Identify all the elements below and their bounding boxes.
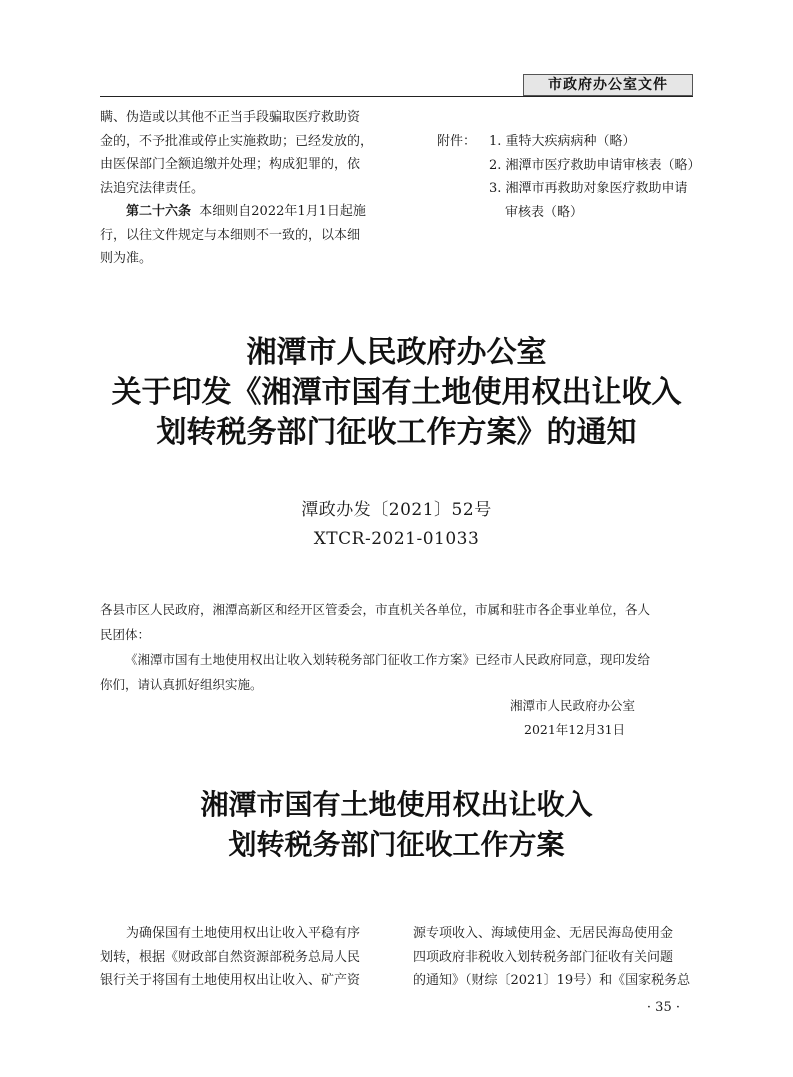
bottom-left-line-1: 为确保国有土地使用权出让收入平稳有序 xyxy=(126,926,361,941)
attachment-item-3: 3. 湘潭市再救助对象医疗救助申请 xyxy=(489,181,688,196)
notice-body xyxy=(100,597,694,697)
doc-code: XTCR-2021-01033 xyxy=(313,529,480,549)
notice-body-line-1: 《湘潭市国有土地使用权出让收入划转税务部门征收工作方案》已经市人民政府同意，现印发给 xyxy=(125,652,651,667)
plan-title-line-2: 划转税务部门征收工作方案 xyxy=(228,828,565,861)
section-header-tag: 市政府办公室文件 xyxy=(523,74,693,96)
left-top-line-1: 瞒、伪造或以其他不正当手段骗取医疗救助资 xyxy=(100,110,361,125)
signature-date: 2021年12月31日 xyxy=(524,722,626,737)
notice-title-line-1: 湘潭市人民政府办公室 xyxy=(246,335,547,370)
article-26-text-1: 本细则自2022年1月1日起施 xyxy=(199,204,366,219)
left-top-line-2: 金的，不予批准或停止实施救助；已经发放的， xyxy=(100,133,374,149)
plan-title-line-1: 湘潭市国有土地使用权出让收入 xyxy=(200,788,593,821)
left-top-line-3: 由医保部门全额追缴并处理；构成犯罪的，依 xyxy=(100,157,361,172)
bottom-right-line-3: 的通知》（财综〔2021〕19号）和《国家税务总 xyxy=(413,973,691,988)
doc-number: 潭政办发〔2021〕52号 xyxy=(301,500,492,520)
left-column-top xyxy=(100,106,393,271)
header-rule xyxy=(100,96,693,97)
attachments-label: 附件： xyxy=(437,134,477,149)
notice-title-line-2: 关于印发《湘潭市国有土地使用权出让收入 xyxy=(111,375,682,410)
page-number: · 35 · xyxy=(646,1000,680,1015)
article-26-label: 第二十六条 xyxy=(126,204,192,219)
bottom-left-line-2: 划转，根据《财政部自然资源部税务总局人民 xyxy=(100,949,361,965)
bottom-left-column xyxy=(100,922,393,993)
notice-title-line-3: 划转税务部门征收工作方案》的通知 xyxy=(156,415,637,450)
article-26-line-1 xyxy=(100,200,393,224)
attachment-item-2: 2. 湘潭市医疗救助申请审核表（略） xyxy=(489,157,701,173)
attachment-item-1: 1. 重特大疾病病种（略） xyxy=(489,134,636,149)
bottom-right-line-2: 四项政府非税收入划转税务部门征收有关问题 xyxy=(413,949,674,965)
recipients-line-2: 民团体： xyxy=(100,627,151,642)
attachment-item-3-cont: 审核表（略） xyxy=(505,204,584,220)
bottom-left-line-3: 银行关于将国有土地使用权出让收入、矿产资 xyxy=(100,973,361,988)
article-26-line-2: 行，以往文件规定与本细则不一致的，以本细 xyxy=(100,227,361,243)
left-top-line-4: 法追究法律责任。 xyxy=(100,180,205,196)
bottom-right-column xyxy=(413,922,698,993)
article-26-line-3: 则为准。 xyxy=(100,251,153,266)
notice-body-line-2: 你们，请认真抓好组织实施。 xyxy=(100,677,263,692)
signature-org: 湘潭市人民政府办公室 xyxy=(510,698,636,713)
recipients-line-1: 各县市区人民政府，湘潭高新区和经开区管委会，市直机关各单位，市属和驻市各企事业单位，各人 xyxy=(100,602,651,617)
bottom-right-line-1: 源专项收入、海域使用金、无居民海岛使用金 xyxy=(413,926,674,941)
attachments-block xyxy=(437,130,701,224)
